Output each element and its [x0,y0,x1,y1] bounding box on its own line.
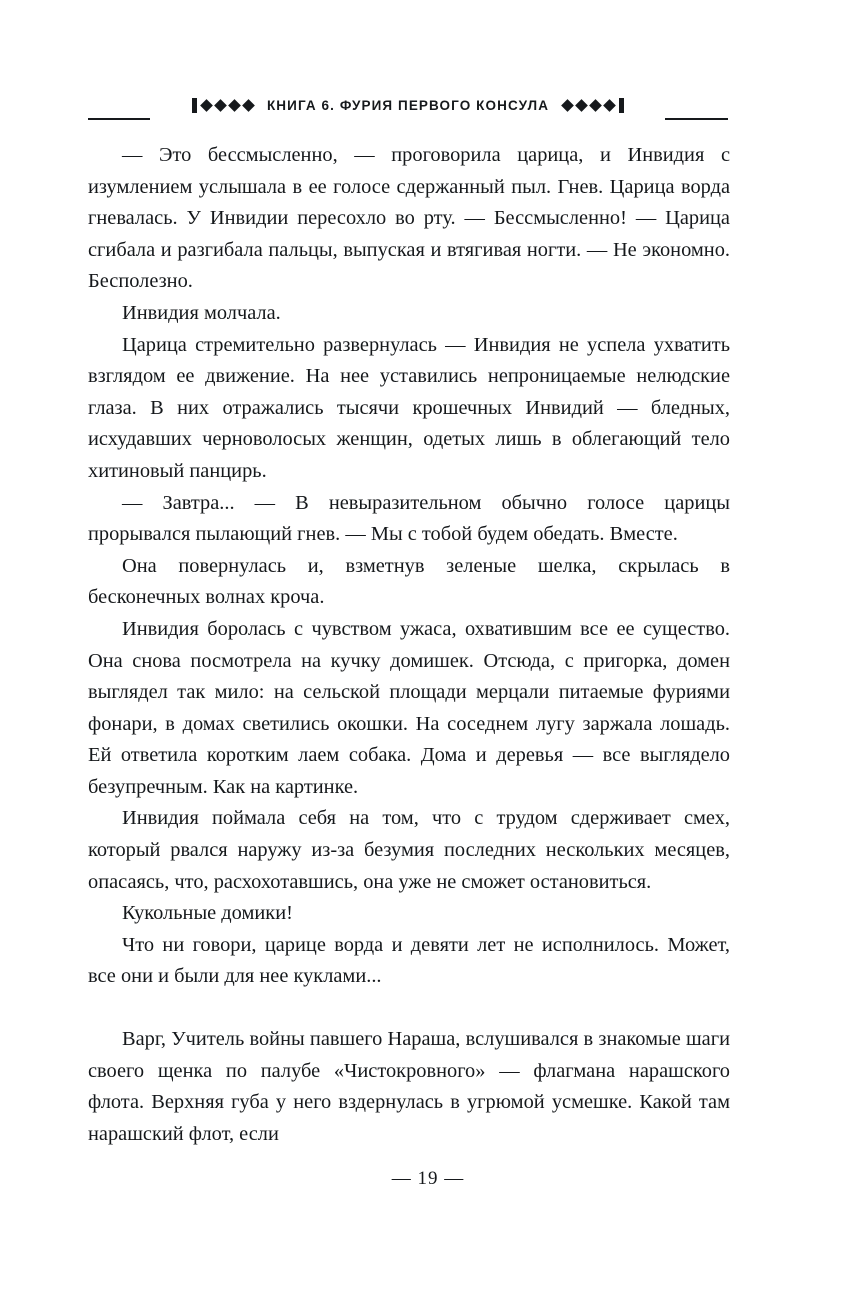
diamond-icon [200,99,213,112]
running-head [88,88,728,122]
body-text [88,140,730,1150]
diamond-icon [214,99,227,112]
ornament-bar-icon [192,98,197,113]
paragraph: Она повернулась и, взметнув зеленые шелка, скрылась в бесконечных волнах кроча. [88,554,730,609]
diamond-icon [603,99,616,112]
paragraph: — Завтра... — В невыразительном обычно голосе царицы прорывался пылающий гнев. — Мы с тобой будем обедать. Вместе. [88,491,730,546]
ornament-bar-icon [619,98,624,113]
paragraph: Что ни говори, царице ворда и девяти лет не исполнилось. Может, все они и были для нее куклами... [88,933,730,988]
diamond-ornament-left [192,98,253,113]
paragraph: Инвидия поймала себя на том, что с трудом сдерживает смех, который рвался наружу из-за безумия последних нескольких месяцев, опасаясь, что, расхохотавшись, она уже не сможет остановиться. [88,807,730,893]
diamond-icon [228,99,241,112]
paragraph: Варг, Учитель войны павшего Нараша, вслушивался в знакомые шаги своего щенка по палубе «Чистокровного» — флагмана нарашского флота. Верхняя губа у него вздернулась в угрюмой усмешке. Какой там нарашский флот, если [88,1028,730,1145]
page-number: — 19 — [391,1168,465,1189]
diamond-ornament-right [563,98,624,113]
paragraph: Кукольные домики! [122,902,293,925]
running-head-title: КНИГА 6. ФУРИЯ ПЕРВОГО КОНСУЛА [266,97,550,113]
paragraph: Инвидия боролась с чувством ужаса, охватившим все ее существо. Она снова посмотрела на кучку домишек. Отсюда, с пригорка, домен выглядел так мило: на сельской площади мерцали питаемые фуриями фонари, в домах светились окошки. На соседнем лугу заржала лошадь. Ей ответила коротким лаем собака. Дома и деревья — все выглядело безупречным. Как на картинке. [88,617,730,798]
diamond-icon [575,99,588,112]
paragraph: Царица стремительно развернулась — Инвидия не успела ухватить взглядом ее движение. На нее уставились непроницаемые нелюдские глаза. В них отражались тысячи крошечных Инвидий — бледных, исхудавших черноволосых женщин, одетых лишь в облегающий тело хитиновый панцирь. [88,333,730,482]
paragraph: — Это бессмысленно, — проговорила царица, и Инвидия с изумлением услышала в ее голосе сдержанный пыл. Гнев. Царица ворда гневалась. У Инвидии пересохло во рту. — Бессмысленно! — Царица сгибала и разгибала пальцы, выпуская и втягивая ногти. — Не экономно. Бесполезно. [88,144,730,293]
paragraph: Инвидия молчала. [122,301,281,324]
diamond-icon [589,99,602,112]
diamond-icon [561,99,574,112]
